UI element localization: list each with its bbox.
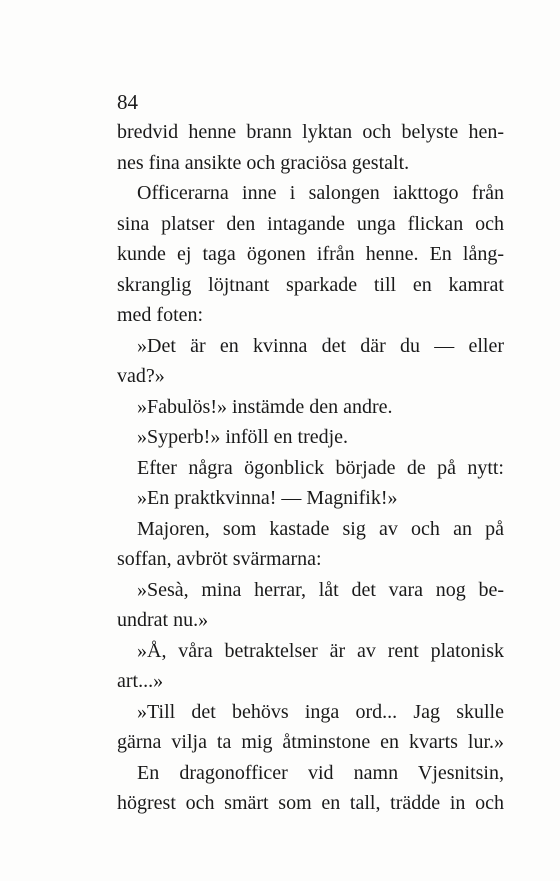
text-line: »Det är en kvinna det där du — eller xyxy=(137,334,504,357)
text-line: Efter några ögonblick började de på nytt: xyxy=(137,456,504,479)
text-line: gärna vilja ta mig åtminstone en kvarts lur.» xyxy=(117,731,504,753)
text-line: art...» xyxy=(117,670,164,692)
page-number: 84 xyxy=(117,90,138,114)
text-line: »Å, våra betraktelser är av rent platonisk xyxy=(137,639,504,662)
text-line: En dragonofficer vid namn Vjesnitsin, xyxy=(137,761,504,784)
text-line: kunde ej taga ögonen ifrån henne. En lång- xyxy=(117,243,504,265)
text-line: högrest och smärt som en tall, trädde in och xyxy=(117,792,504,814)
text-line: vad?» xyxy=(117,365,165,387)
text-line: med foten: xyxy=(117,304,204,326)
text-line: »Fabulös!» instämde den andre. xyxy=(137,395,393,418)
text-line: bredvid henne brann lyktan och belyste hen- xyxy=(117,121,504,143)
text-line: Majoren, som kastade sig av och an på xyxy=(137,517,504,540)
text-line: undrat nu.» xyxy=(117,609,209,631)
text-line: Officerarna inne i salongen iakttogo från xyxy=(137,182,504,204)
text-line: »Sesà, mina herrar, låt det vara nog be- xyxy=(137,578,504,601)
text-line: nes fina ansikte och graciösa gestalt. xyxy=(117,151,410,174)
text-line: skranglig löjtnant sparkade till en kamrat xyxy=(117,273,504,296)
text-line: sina platser den intagande unga flickan och xyxy=(117,212,504,235)
text-line: soffan, avbröt svärmarna: xyxy=(117,548,322,570)
text-line: »En praktkvinna! — Magnifik!» xyxy=(137,487,398,509)
text-line: »Syperb!» inföll en tredje. xyxy=(137,426,349,448)
body-text xyxy=(117,117,504,819)
text-line: »Till det behövs inga ord... Jag skulle xyxy=(137,700,504,723)
